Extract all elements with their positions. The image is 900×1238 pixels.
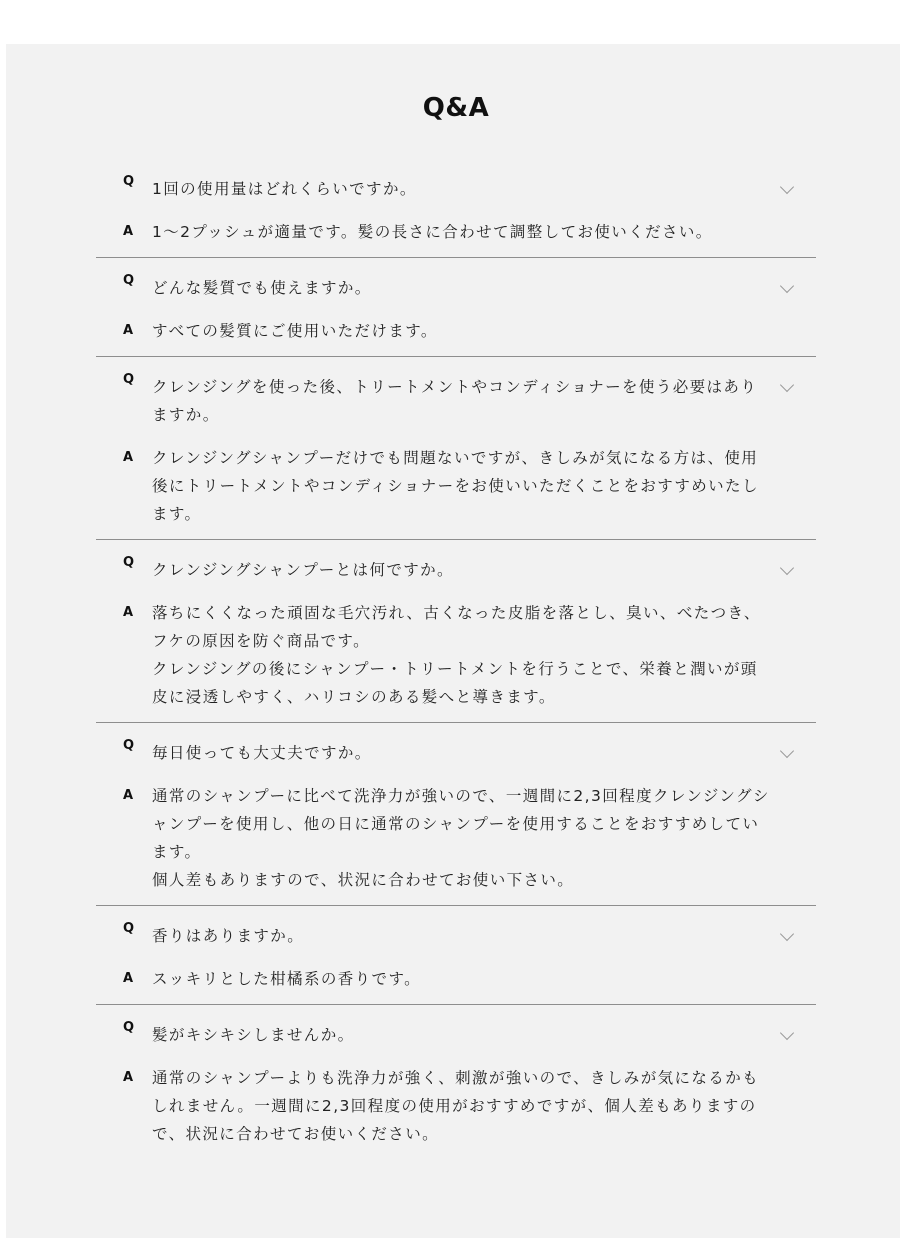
faq-question[interactable]	[96, 1005, 816, 1049]
question-text: 髪がキシキシしませんか。	[152, 1026, 355, 1044]
faq-question[interactable]	[96, 906, 816, 950]
faq-item	[96, 357, 816, 540]
question-marker: Q	[123, 921, 135, 936]
question-marker: Q	[123, 1020, 135, 1035]
question-marker: Q	[123, 174, 135, 189]
answer-text: すべての髪質にご使用いただけます。	[152, 322, 438, 340]
faq-item	[96, 906, 816, 1005]
faq-answer	[96, 584, 816, 722]
faq-answer	[96, 950, 816, 1004]
answer-text: 通常のシャンプーよりも洗浄力が強く、刺激が強いので、きしみが気になるかもしれません。一週間に2,3回程度の使用がおすすめですが、個人差もありますので、状況に合わせてお使いください。	[152, 1069, 760, 1143]
faq-question[interactable]	[96, 723, 816, 767]
faq-list	[96, 168, 816, 1159]
answer-text: 落ちにくくなった頑固な毛穴汚れ、古くなった皮脂を落とし、臭い、べたつき、フケの原因を防ぐ商品です。 クレンジングの後にシャンプー・トリートメントを行うことで、栄養と潤いが頭皮に浸透しやすく、ハリコシのある髪へと導きます。	[152, 604, 761, 706]
answer-marker: A	[123, 788, 134, 803]
question-text: 香りはありますか。	[152, 927, 305, 945]
answer-marker: A	[123, 450, 134, 465]
faq-question[interactable]	[96, 540, 816, 584]
chevron-down-icon[interactable]	[780, 378, 794, 392]
answer-marker: A	[123, 224, 134, 239]
question-text: クレンジングを使った後、トリートメントやコンディショナーを使う必要はありますか。	[152, 378, 758, 424]
chevron-down-icon[interactable]	[780, 744, 794, 758]
question-text: 1回の使用量はどれくらいですか。	[152, 180, 417, 198]
answer-text: クレンジングシャンプーだけでも問題ないですが、きしみが気になる方は、使用後にトリートメントやコンディショナーをお使いいただくことをおすすめいたします。	[152, 449, 759, 523]
question-marker: Q	[123, 273, 135, 288]
question-marker: Q	[123, 738, 135, 753]
faq-answer	[96, 203, 816, 257]
faq-question[interactable]	[96, 168, 816, 203]
question-text: クレンジングシャンプーとは何ですか。	[152, 561, 454, 579]
question-text: どんな髪質でも使えますか。	[152, 279, 372, 297]
faq-item	[96, 540, 816, 723]
faq-question[interactable]	[96, 357, 816, 429]
chevron-down-icon[interactable]	[780, 927, 794, 941]
question-marker: Q	[123, 372, 135, 387]
faq-item	[96, 723, 816, 906]
faq-item	[96, 168, 816, 258]
answer-marker: A	[123, 605, 134, 620]
faq-question[interactable]	[96, 258, 816, 302]
chevron-down-icon[interactable]	[780, 1026, 794, 1040]
answer-marker: A	[123, 971, 134, 986]
answer-text: 通常のシャンプーに比べて洗浄力が強いので、一週間に2,3回程度クレンジングシャンプーを使用し、他の日に通常のシャンプーを使用することをおすすめしています。 個人差もありますので、状況に合わせてお使い下さい。	[152, 787, 770, 889]
faq-answer	[96, 302, 816, 356]
faq-item	[96, 258, 816, 357]
answer-marker: A	[123, 1070, 134, 1085]
faq-item	[96, 1005, 816, 1159]
faq-answer	[96, 429, 816, 539]
chevron-down-icon[interactable]	[780, 180, 794, 194]
answer-text: スッキリとした柑橘系の香りです。	[152, 970, 422, 988]
chevron-down-icon[interactable]	[780, 279, 794, 293]
faq-answer	[96, 1049, 816, 1159]
answer-marker: A	[123, 323, 134, 338]
answer-text: 1〜2プッシュが適量です。髪の長さに合わせて調整してお使いください。	[152, 223, 713, 241]
chevron-down-icon[interactable]	[780, 561, 794, 575]
question-text: 毎日使っても大丈夫ですか。	[152, 744, 372, 762]
page-title: Q&A	[422, 93, 490, 123]
faq-answer	[96, 767, 816, 905]
question-marker: Q	[123, 555, 135, 570]
